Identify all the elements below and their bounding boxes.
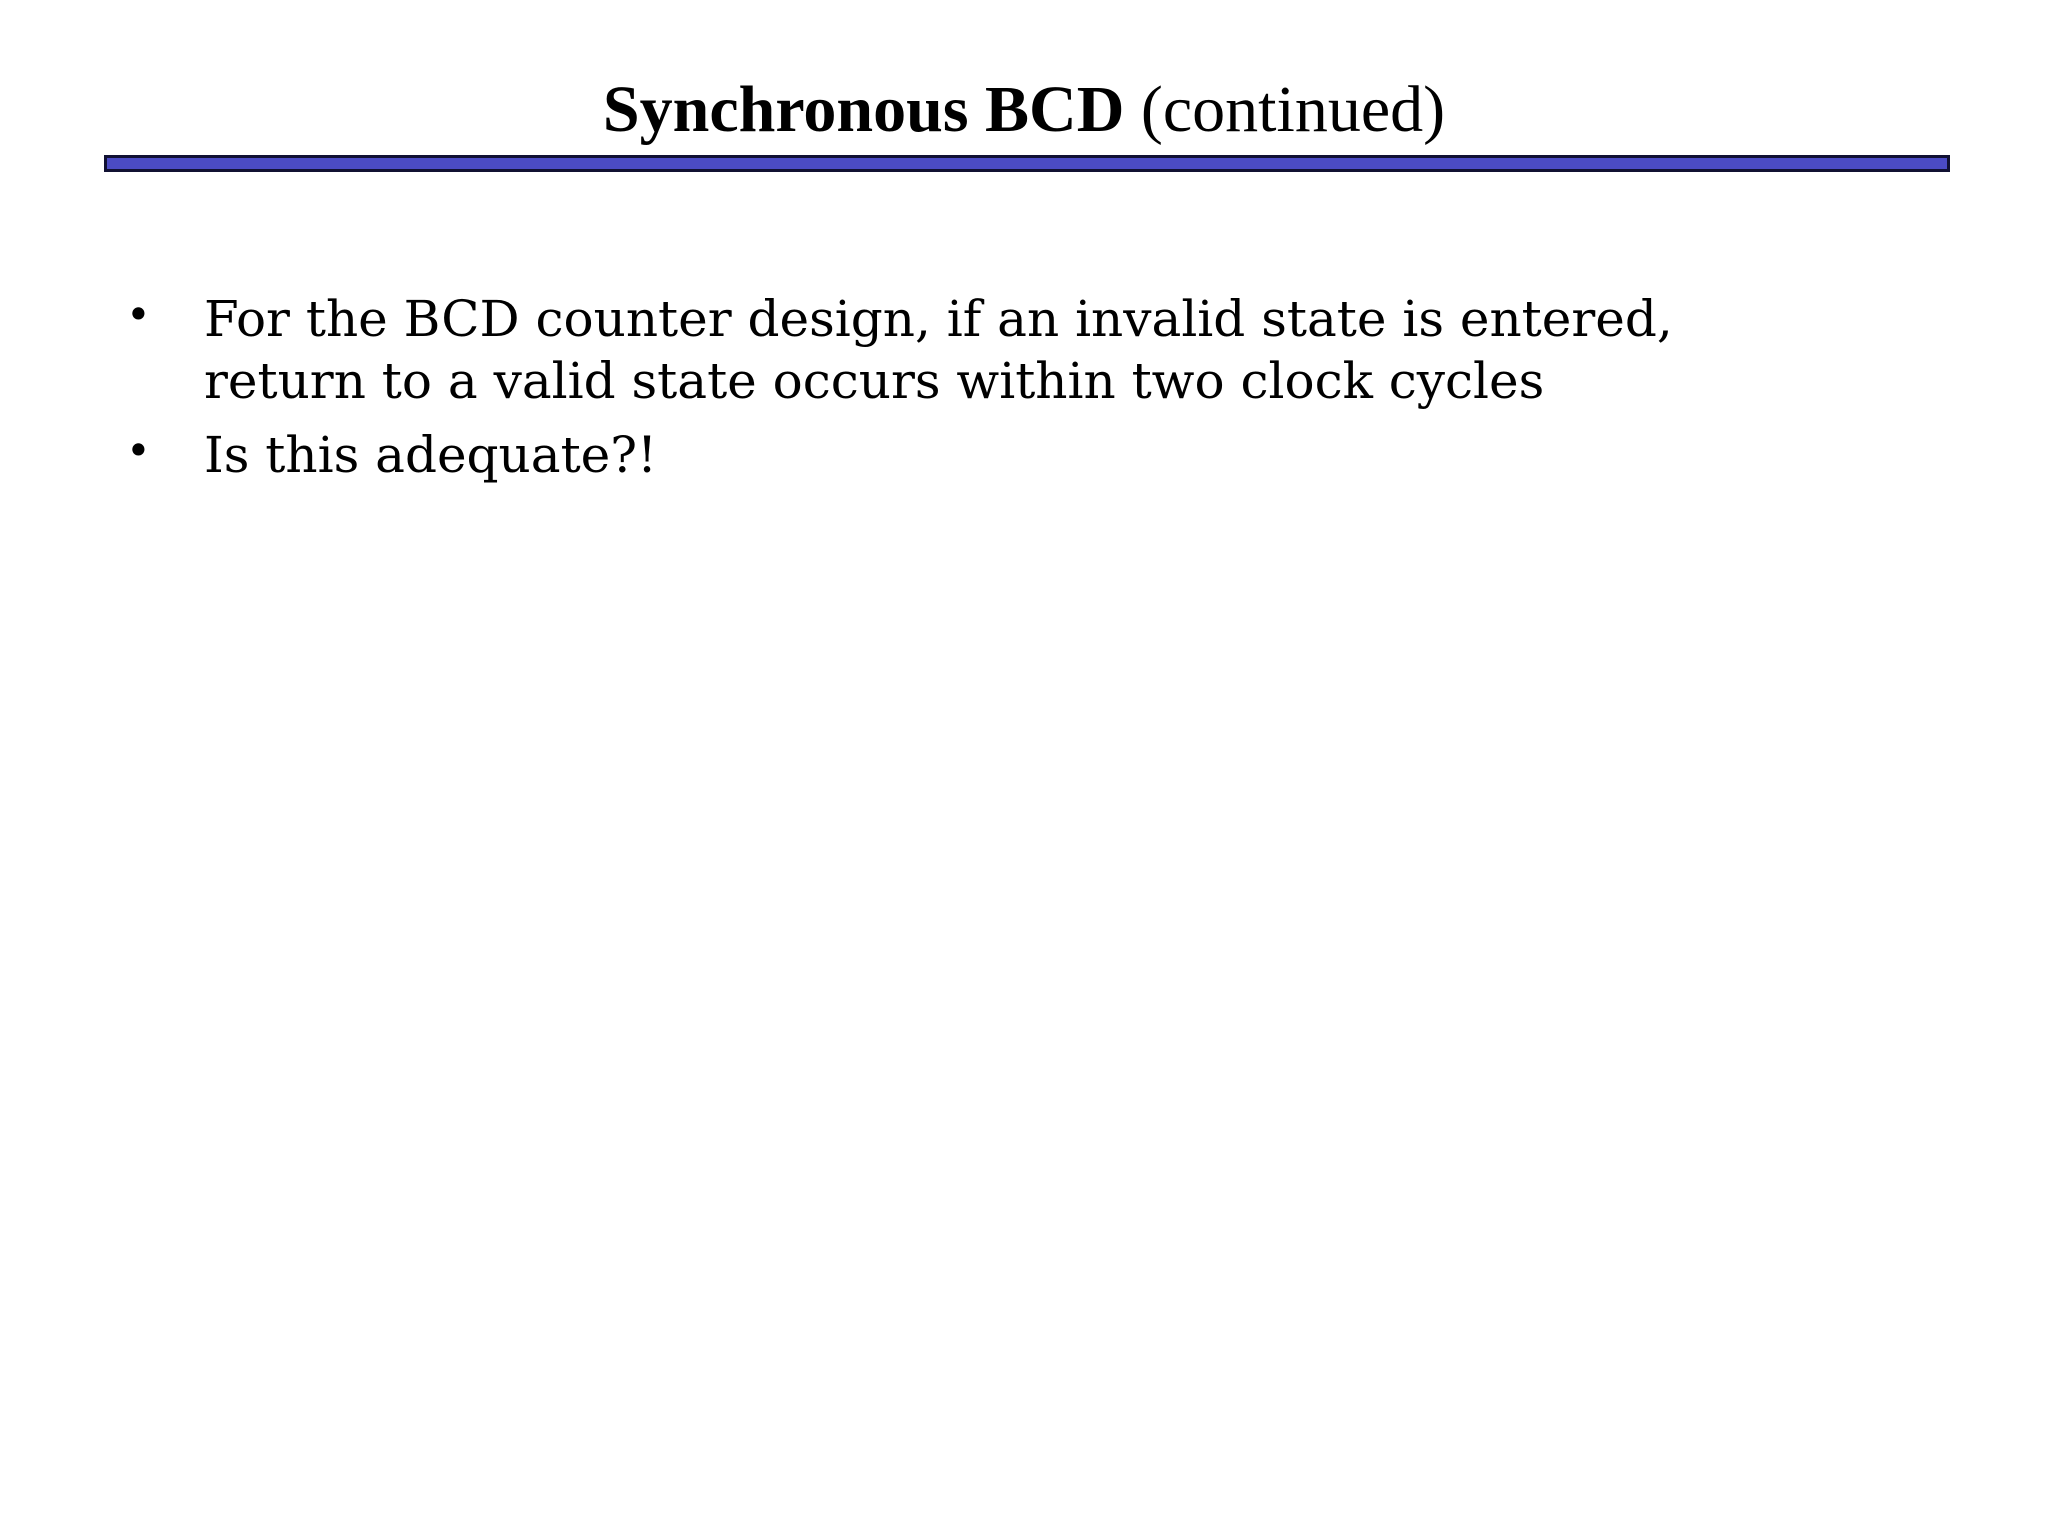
bullet-icon: •: [126, 290, 151, 339]
slide-title-bold: Synchronous BCD: [602, 73, 1125, 146]
bullet-text-line: For the BCD counter design, if an invalid state is entered,: [204, 290, 1673, 348]
bullet-text-line: return to a valid state occurs within two clock cycles: [204, 352, 1545, 410]
slide-title-suffix: (continued): [1140, 73, 1446, 146]
bullet-list: [120, 288, 1940, 498]
bullet-item: [120, 424, 1940, 486]
bullet-icon: •: [126, 426, 151, 475]
title-divider: [104, 155, 1950, 172]
bullet-text-line: Is this adequate?!: [204, 426, 658, 484]
bullet-item: [120, 288, 1940, 412]
slide-title: [0, 70, 2048, 150]
